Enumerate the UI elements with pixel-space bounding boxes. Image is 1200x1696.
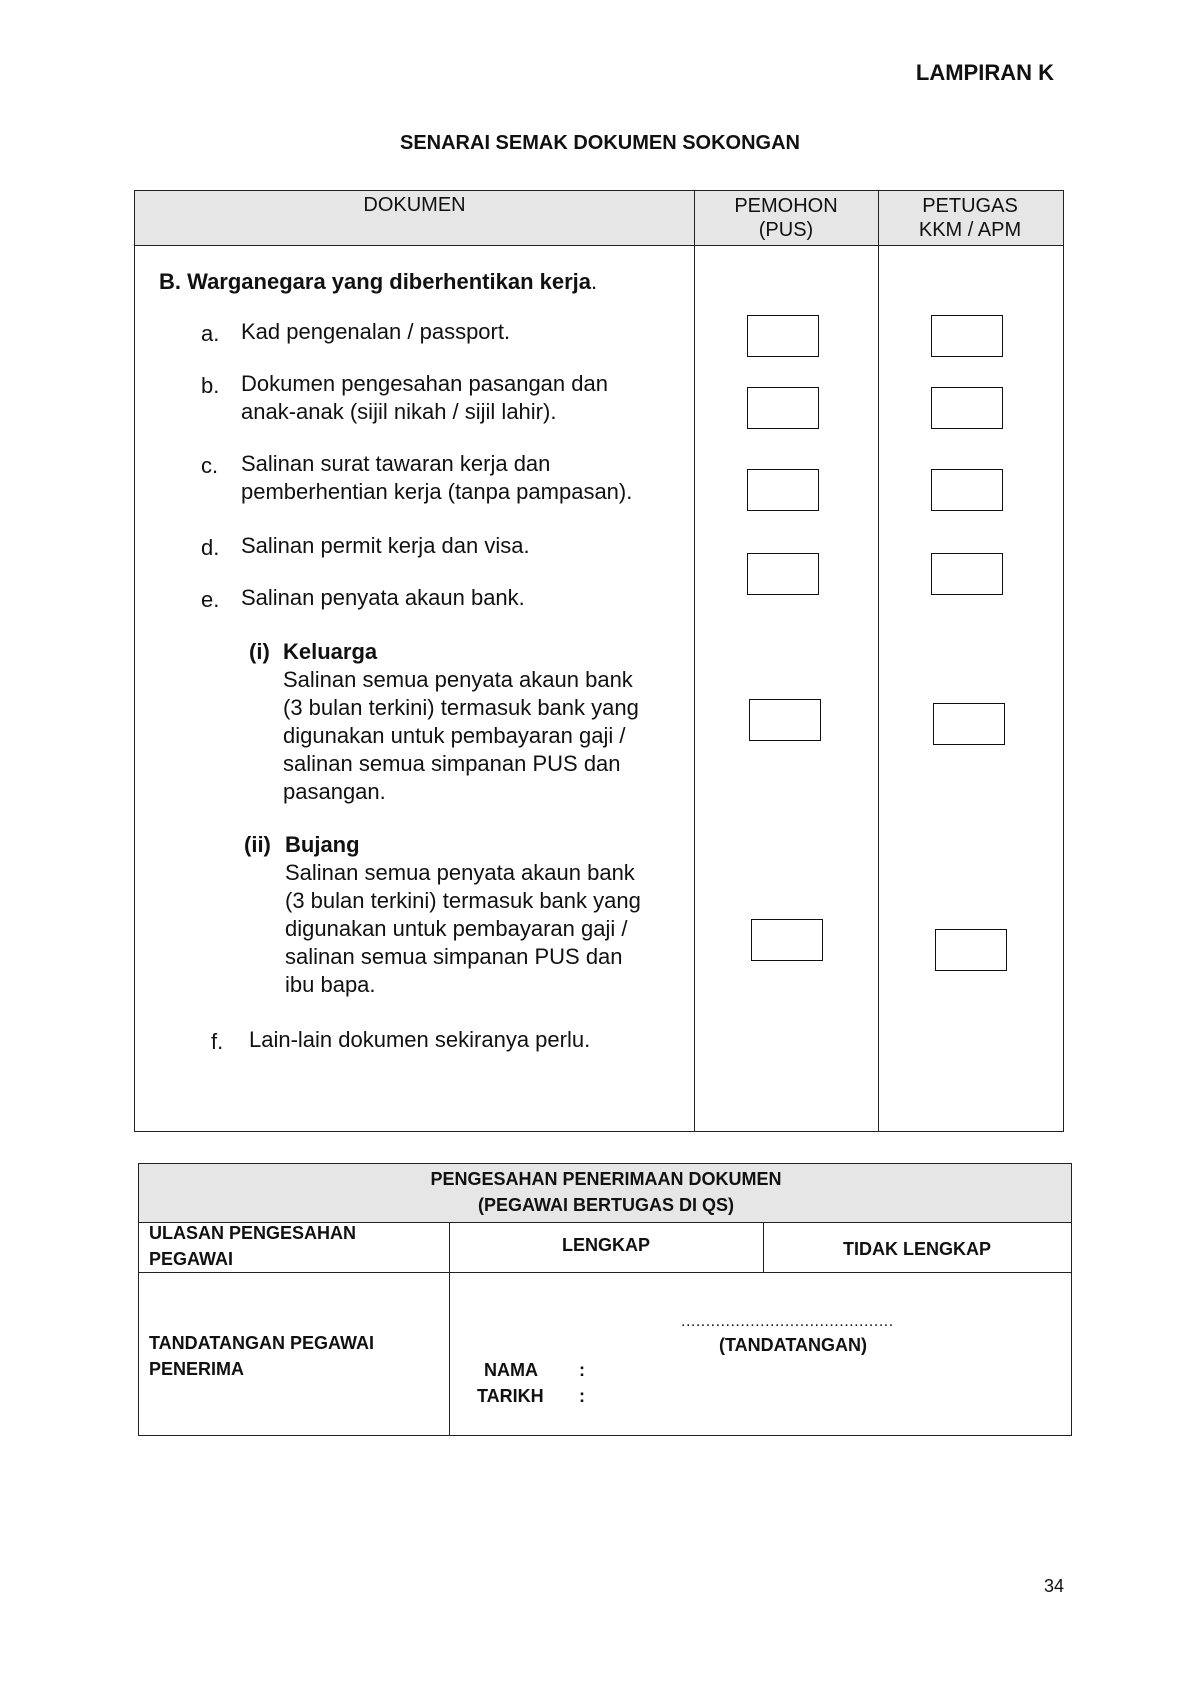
- tandatangan-label-line1: TANDATANGAN PEGAWAI: [149, 1333, 374, 1353]
- column-header-pemohon: [694, 194, 878, 242]
- column-header-pemohon-line1: PEMOHON: [734, 195, 838, 217]
- signature-label: (TANDATANGAN): [719, 1335, 867, 1355]
- subitem-ii-line: ibu bapa.: [285, 972, 376, 997]
- item-b-text: [241, 370, 679, 426]
- item-e-text: Salinan penyata akaun bank.: [241, 585, 525, 610]
- tandatangan-label: [149, 1330, 374, 1382]
- pemohon-checkbox-b[interactable]: [747, 387, 819, 429]
- page-title: SENARAI SEMAK DOKUMEN SOKONGAN: [399, 132, 801, 154]
- item-c-line2: pemberhentian kerja (tanpa pampasan).: [241, 479, 633, 504]
- confirmation-heading-line2: (PEGAWAI BERTUGAS DI QS): [477, 1195, 735, 1215]
- ulasan-label-line1: ULASAN PENGESAHAN: [149, 1223, 357, 1243]
- section-heading: B. Warganegara yang diberhentikan kerja.: [159, 269, 598, 294]
- column-header-petugas-line1: PETUGAS: [922, 195, 1018, 217]
- row-divider: [139, 1272, 1071, 1273]
- section-title: Warganegara yang diberhentikan kerja: [187, 269, 591, 294]
- item-letter: c.: [201, 453, 219, 478]
- subitem-i-line: Salinan semua penyata akaun bank: [283, 667, 633, 692]
- page-number: 34: [1043, 1576, 1064, 1596]
- subitem-ii-text: [285, 859, 683, 999]
- confirmation-heading-line1: PENGESAHAN PENERIMAAN DOKUMEN: [430, 1169, 782, 1189]
- subitem-i-line: (3 bulan terkini) termasuk bank yang: [283, 695, 639, 720]
- subitem-ii-line: Salinan semua penyata akaun bank: [285, 860, 635, 885]
- subitem-ii-label: (ii): [244, 832, 271, 857]
- subitem-i-line: pasangan.: [283, 779, 386, 804]
- petugas-checkbox-c[interactable]: [931, 469, 1003, 511]
- subitem-ii-line: (3 bulan terkini) termasuk bank yang: [285, 888, 641, 913]
- subitem-i-line: salinan semua simpanan PUS dan: [283, 751, 621, 776]
- pemohon-checkbox-c[interactable]: [747, 469, 819, 511]
- pemohon-checkbox-d[interactable]: [747, 553, 819, 595]
- pemohon-checkbox-a[interactable]: [747, 315, 819, 357]
- confirmation-table: [138, 1163, 1072, 1436]
- item-letter: f.: [211, 1029, 224, 1054]
- item-letter: d.: [201, 535, 220, 560]
- item-letter: a.: [201, 321, 220, 346]
- column-divider: [878, 191, 879, 1131]
- item-c-line1: Salinan surat tawaran kerja dan: [241, 451, 551, 476]
- petugas-checkbox-d[interactable]: [931, 553, 1003, 595]
- tidak-lengkap-option[interactable]: TIDAK LENGKAP: [843, 1239, 991, 1259]
- subitem-i-line: digunakan untuk pembayaran gaji /: [283, 723, 626, 748]
- item-b-line2: anak-anak (sijil nikah / sijil lahir).: [241, 399, 557, 424]
- tarikh-colon: :: [579, 1386, 585, 1406]
- subitem-i-label: (i): [249, 639, 270, 664]
- column-header-dokumen: DOKUMEN: [363, 194, 466, 216]
- nama-colon: :: [579, 1360, 585, 1380]
- ulasan-label: [149, 1220, 356, 1272]
- checklist-table: [134, 190, 1064, 1132]
- petugas-checkbox-a[interactable]: [931, 315, 1003, 357]
- subitem-i-text: [283, 666, 681, 806]
- item-letter: e.: [201, 587, 220, 612]
- column-header-petugas: [878, 194, 1062, 242]
- appendix-label: LAMPIRAN K: [915, 60, 1054, 85]
- petugas-checkbox-bujang[interactable]: [935, 929, 1007, 971]
- item-f-text: Lain-lain dokumen sekiranya perlu.: [249, 1027, 591, 1052]
- tarikh-label: TARIKH: [477, 1386, 544, 1406]
- petugas-checkbox-b[interactable]: [931, 387, 1003, 429]
- subitem-ii-line: digunakan untuk pembayaran gaji /: [285, 916, 628, 941]
- nama-label: NAMA: [484, 1360, 538, 1380]
- item-b-line1: Dokumen pengesahan pasangan dan: [241, 371, 608, 396]
- petugas-checkbox-keluarga[interactable]: [933, 703, 1005, 745]
- pemohon-checkbox-bujang[interactable]: [751, 919, 823, 961]
- item-letter: b.: [201, 373, 220, 398]
- item-d-text: Salinan permit kerja dan visa.: [241, 533, 530, 558]
- item-a-text: Kad pengenalan / passport.: [241, 319, 511, 344]
- item-c-text: [241, 450, 679, 506]
- ulasan-label-line2: PEGAWAI: [149, 1249, 234, 1269]
- column-header-pemohon-line2: (PUS): [758, 219, 814, 241]
- column-header-petugas-line2: KKM / APM: [918, 219, 1022, 241]
- lengkap-option[interactable]: LENGKAP: [561, 1235, 650, 1255]
- subitem-ii-line: salinan semua simpanan PUS dan: [285, 944, 623, 969]
- column-divider: [694, 191, 695, 1131]
- signature-line[interactable]: ...........................................: [681, 1313, 894, 1330]
- tandatangan-label-line2: PENERIMA: [149, 1359, 245, 1379]
- confirmation-heading: [139, 1166, 1073, 1218]
- pemohon-checkbox-keluarga[interactable]: [749, 699, 821, 741]
- section-letter: B.: [159, 269, 181, 294]
- subitem-i-title: Keluarga: [283, 639, 378, 664]
- subitem-ii-title: Bujang: [285, 832, 360, 857]
